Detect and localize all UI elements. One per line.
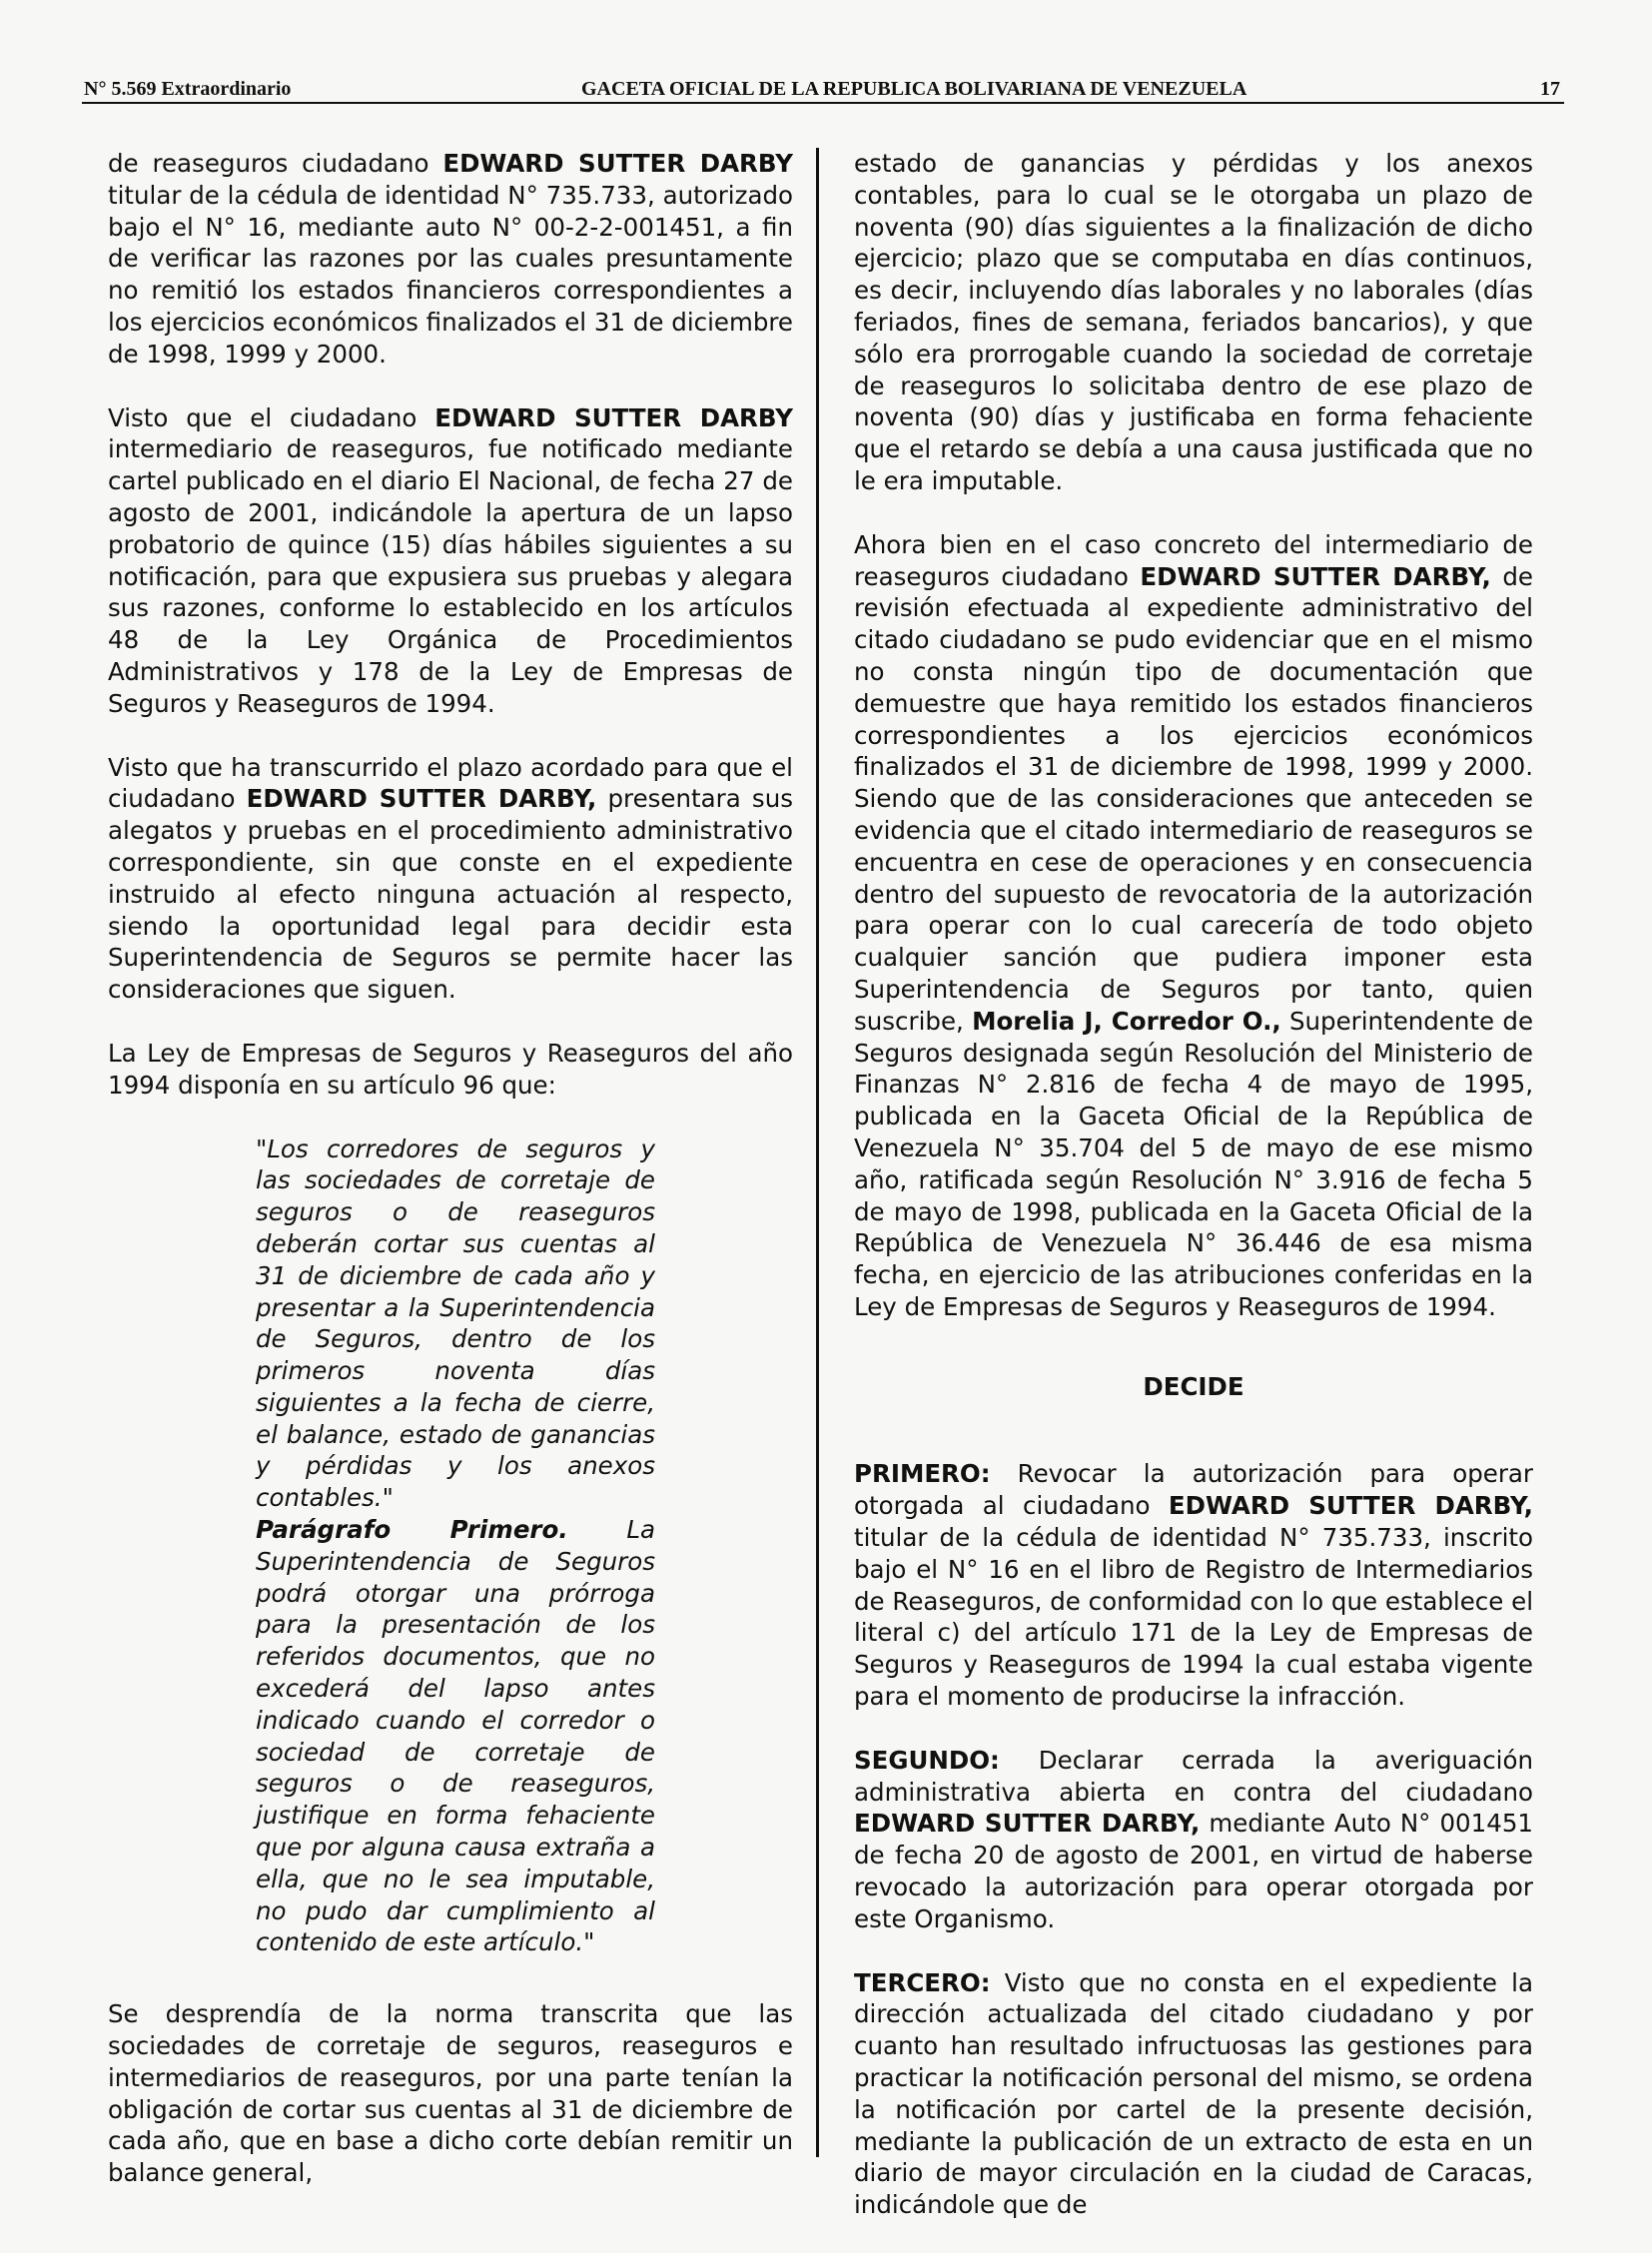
left-column [108,148,793,2221]
signer-name: Morelia J, Corredor O., [972,1006,1281,1036]
page-number: 17 [1540,78,1560,100]
decision-tercero: TERCERO: Visto que no consta en el expediente la dirección actualizada del citado ciudadano y por cuanto han resultado infructuosas las gestiones para practicar la notificación personal del mismo, se ordena la notificación por cartel de la presente decisión, mediante la publicación de un extracto de esta en un diario de mayor circulación en la ciudad de Caracas, indicándole que de [854,1967,1533,2220]
decision-segundo: SEGUNDO: Declarar cerrada la averiguación administrativa abierta en contra del ciudadano EDWARD SUTTER DARBY, mediante Auto N° 001451 de fecha 20 de agosto de 2001, en virtud de haberse revocado la autorización para operar otorgada por este Organismo. [854,1745,1533,1933]
paragraph-continued: estado de ganancias y pérdidas y los anexos contables, para lo cual se le otorgaba un plazo de noventa (90) días siguientes a la finalización de dicho ejercicio; plazo que se computaba en días continuos, es decir, incluyendo días laborales y no laborales (días feriados, fines de semana, feriados bancarios), y que sólo era prorrogable cuando la sociedad de corretaje de reaseguros lo solicitaba dentro de ese plazo de noventa (90) días y justificaba en forma fehaciente que el retardo se debía a una causa justificada que no le era imputable. [854,149,1533,495]
column-divider [816,148,819,2157]
quote-paragraph-primero: Parágrafo Primero. La Superintendencia de Seguros podrá otorgar una prórroga para la presentación de los referidos documentos, que no excederá del lapso antes indicado cuando el corredor o sociedad de corretaje de seguros o de reaseguros, justifique en forma fehaciente que por alguna causa extraña a ella, que no le sea imputable, no pudo dar cumplimiento al contenido de este artículo." [256,1515,655,1957]
paragraph-5: Se desprendía de la norma transcrita que las sociedades de corretaje de seguros, reaseguros e intermediarios de reaseguros, por una parte tenían la obligación de cortar sus cuentas al 31 de diciembre de cada año, que en base a dicho corte debían remitir un balance general, [108,1999,793,2188]
person-name: EDWARD SUTTER DARBY, [854,1809,1201,1839]
paragraph-2: Visto que el ciudadano EDWARD SUTTER DARBY intermediario de reaseguros, fue notificado mediante cartel publicado en el diario El Nacional, de fecha 27 de agosto de 2001, indicándole la apertura de un lapso probatorio de quince (15) días hábiles siguientes a su notificación, para que expusiera sus pruebas y alegara sus razones, conforme lo establecido en los artículos 48 de la Ley Orgánica de Procedimientos Administrativos y 178 de la Ley de Empresas de Seguros y Reaseguros de 1994. [108,402,793,718]
page-header [82,76,1564,104]
paragraph-3: Visto que ha transcurrido el plazo acordado para que el ciudadano EDWARD SUTTER DARBY, presentara sus alegatos y pruebas en el procedimiento administrativo correspondiente, sin que conste en el expediente instruido al efecto ninguna actuación al respecto, siendo la oportunidad legal para decidir esta Superintendencia de Seguros se permite hacer las consideraciones que siguen. [108,752,793,1005]
decide-heading: DECIDE [1143,1371,1244,1401]
gazette-title: GACETA OFICIAL DE LA REPUBLICA BOLIVARIANA DE VENEZUELA [581,78,1247,100]
paragraph-1: de reaseguros ciudadano EDWARD SUTTER DARBY titular de la cédula de identidad N° 735.733, autorizado bajo el N° 16, mediante auto N° 00-2-2-001451, a fin de verificar las razones por las cuales presuntamente no remitió los estados financieros correspondientes a los ejercicios económicos finalizados el 31 de diciembre de 1998, 1999 y 2000. [108,149,793,369]
paragraph-analysis: Ahora bien en el caso concreto del intermediario de reaseguros ciudadano EDWARD SUTTER DARBY, de revisión efectuada al expediente administrativo del citado ciudadano se pudo evidenciar que en el mismo no consta ningún tipo de documentación que demuestre que haya remitido los estados financieros correspondientes a los ejercicios económicos finalizados el 31 de diciembre de 1998, 1999 y 2000. Siendo que de las consideraciones que anteceden se evidencia que el citado intermediario de reaseguros se encuentra en cese de operaciones y en consecuencia dentro del supuesto de revocatoria de la autorización para operar con lo cual carecería de todo objeto cualquier sanción que pudiera imponer esta Superintendencia de Seguros por tanto, quien suscribe, Morelia J, Corredor O., Superintendente de Seguros designada según Resolución del Ministerio de Finanzas N° 2.816 de fecha 4 de mayo de 1995, publicada en la Gaceta Oficial de la República de Venezuela N° 35.704 del 5 de mayo de ese mismo año, ratificada según Resolución N° 3.916 de fecha 5 de mayo de 1998, publicada en la Gaceta Oficial de la República de Venezuela N° 36.446 de esa misma fecha, en ejercicio de las atribuciones conferidas en la Ley de Empresas de Seguros y Reaseguros de 1994. [854,529,1534,1321]
person-name: EDWARD SUTTER DARBY, [1140,561,1491,591]
person-name: EDWARD SUTTER DARBY, [246,784,597,814]
decision-primero: PRIMERO: Revocar la autorización para operar otorgada al ciudadano EDWARD SUTTER DARBY, titular de la cédula de identidad N° 735.733, inscrito bajo el N° 16 en el libro de Registro de Intermediarios de Reaseguros, de conformidad con lo que establece el literal c) del artículo 171 de la Ley de Empresas de Seguros y Reaseguros de 1994 la cual estaba vigente para el momento de producirse la infracción. [854,1459,1533,1712]
right-column [854,148,1533,2253]
paragraph-4: La Ley de Empresas de Seguros y Reaseguros del año 1994 disponía en su artículo 96 que: [108,1038,793,1100]
person-name: EDWARD SUTTER DARBY, [1168,1491,1533,1521]
issue-number: N° 5.569 Extraordinario [84,78,292,100]
person-name: EDWARD SUTTER DARBY [442,149,793,178]
person-name: EDWARD SUTTER DARBY [434,402,793,432]
quote-article-96: "Los corredores de seguros y las sociedades de corretaje de seguros o de reaseguros deberán cortar sus cuentas al 31 de diciembre de cada año y presentar a la Superintendencia de Seguros, dentro de los primeros noventa días siguientes a la fecha de cierre, el balance, estado de ganancias y pérdidas y los anexos contables." [256,1133,655,1513]
law-quote [256,1133,655,1959]
